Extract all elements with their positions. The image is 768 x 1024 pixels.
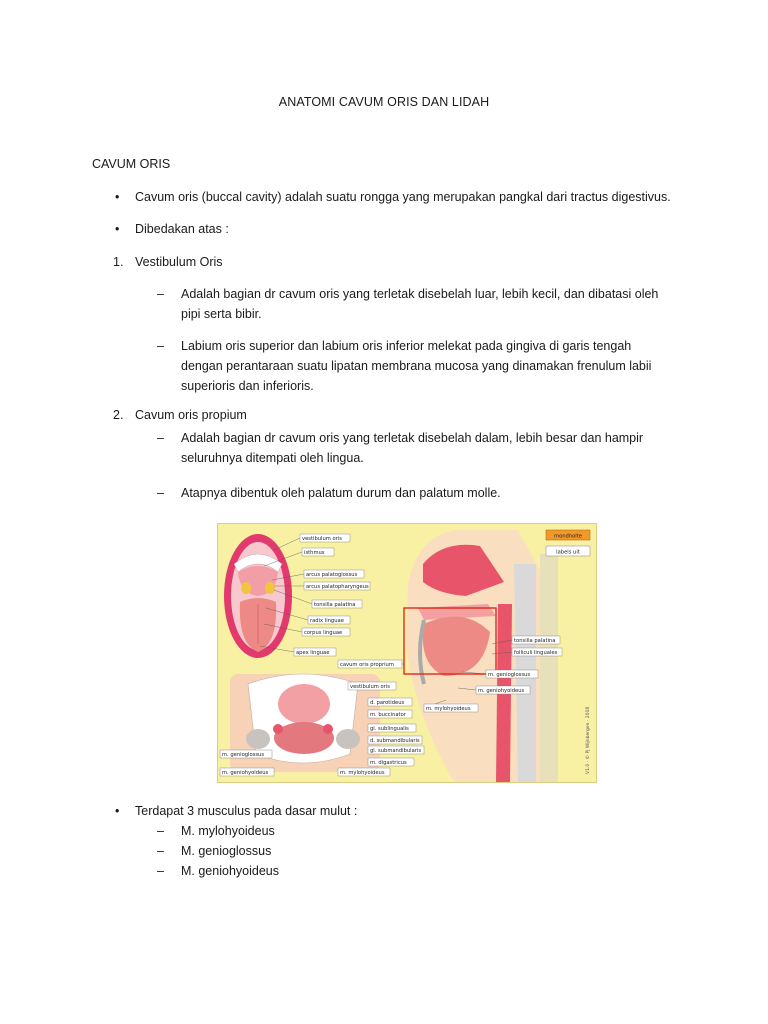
mouth-front-view — [224, 534, 292, 658]
bullet-marker: • — [115, 190, 120, 204]
label-vestibulum-oris-2: vestibulum oris — [350, 684, 390, 690]
anatomy-illustration — [218, 524, 596, 782]
dash-marker: – — [157, 824, 164, 838]
label-gl-submandibularis: gl. submandibularis — [370, 748, 422, 754]
label-radix-linguae: radix linguae — [310, 618, 344, 624]
muscle-item-3: M. geniohyoideus — [181, 864, 279, 878]
muscle-item-1: M. mylohyoideus — [181, 824, 275, 838]
bullet-marker: • — [115, 804, 120, 818]
dash-marker: – — [157, 339, 164, 353]
dash-marker: – — [157, 864, 164, 878]
bullet-text-3: Terdapat 3 musculus pada dasar mulut : — [135, 804, 358, 818]
label-m-mylohyoideus-1: m. mylohyoideus — [340, 770, 385, 776]
label-d-submandibularis: d. submandibularis — [370, 738, 420, 744]
section-heading: CAVUM ORIS — [92, 157, 171, 171]
bullet-marker: • — [115, 222, 120, 236]
dash-marker: – — [157, 287, 164, 301]
label-vestibulum-oris: vestibulum oris — [302, 536, 342, 542]
label-arcus-palatopharyngeus: arcus palatopharyngeus — [306, 584, 369, 590]
list-item-cavum-proprium: Cavum oris propium — [135, 408, 247, 422]
label-tonsilla-palatina: tonsilla palatina — [314, 602, 356, 608]
page-title: ANATOMI CAVUM ORIS DAN LIDAH — [278, 95, 490, 109]
list-number-1: 1. — [113, 255, 124, 269]
label-isthmus: isthmus — [304, 550, 325, 556]
label-m-genioglossus-2: m. genioglossus — [488, 672, 531, 678]
figure-credit: V1.0 · © PJ Wijnbergen · 2008 — [586, 706, 591, 774]
proprium-description-2: Atapnya dibentuk oleh palatum durum dan palatum molle. — [181, 486, 501, 500]
label-m-genioglossus-1: m. genioglossus — [222, 752, 265, 758]
label-m-geniohyoideus-2: m. geniohyoideus — [478, 688, 525, 694]
label-apex-linguae: apex linguae — [296, 650, 330, 656]
bullet-text-2: Dibedakan atas : — [135, 222, 229, 236]
label-m-digastricus: m. digastricus — [370, 760, 407, 766]
dash-marker: – — [157, 486, 164, 500]
label-m-mylohyoideus-2: m. mylohyoideus — [426, 706, 471, 712]
label-gl-sublingualis: gl. sublingualis — [370, 726, 409, 732]
vestibulum-description-1: Adalah bagian dr cavum oris yang terletak disebelah luar, lebih kecil, dan dibatasi oleh pipi serta bibir. — [181, 287, 659, 321]
dash-marker: – — [157, 431, 164, 445]
label-tonsilla-palatina-2: tonsilla palatina — [514, 638, 556, 644]
proprium-description-1: Adalah bagian dr cavum oris yang terletak disebelah dalam, lebih besar dan hampir seluruhnya ditempati oleh lingua. — [181, 431, 644, 465]
label-cavum-oris-proprium: cavum oris proprium — [340, 662, 394, 668]
bullet-text-1: Cavum oris (buccal cavity) adalah suatu rongga yang merupakan pangkal dari tractus digestivus. — [135, 190, 671, 204]
vestibulum-description-2: Labium oris superior dan labium oris inferior melekat pada gingiva di garis tengah dengan perantaraan suatu lipatan membrana mucosa yang dinamakan frenulum labii superioris dan inferioris. — [181, 339, 652, 393]
list-number-2: 2. — [113, 408, 124, 422]
label-arcus-palatoglossus: arcus palatoglossus — [306, 572, 358, 578]
labels-toggle-label: labels uit — [556, 549, 580, 556]
label-corpus-linguae: corpus linguae — [304, 630, 343, 636]
list-item-vestibulum: Vestibulum Oris — [135, 255, 223, 269]
dash-marker: – — [157, 844, 164, 858]
oral-cavity-figure — [217, 523, 597, 783]
mondholte-button-label: mondholte — [554, 533, 582, 540]
label-d-parotideus: d. parotideus — [370, 700, 405, 706]
label-m-geniohyoideus-1: m. geniohyoideus — [222, 770, 269, 776]
label-m-buccinator: m. buccinator — [370, 712, 406, 718]
label-folliculi-linguales: folliculi linguales — [514, 650, 558, 656]
muscle-item-2: M. genioglossus — [181, 844, 272, 858]
